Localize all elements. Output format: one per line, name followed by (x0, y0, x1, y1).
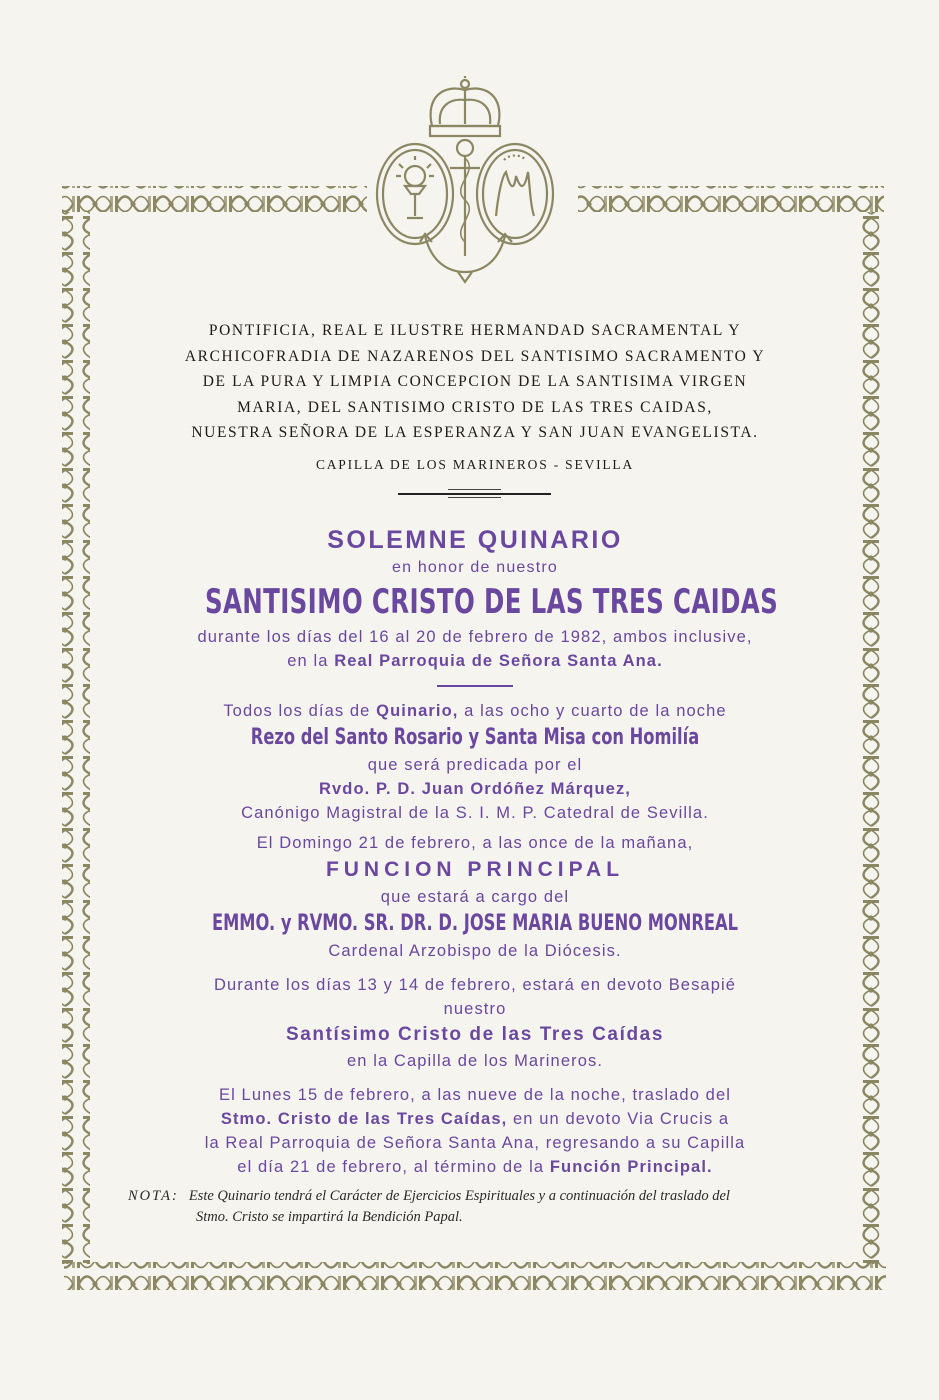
event-title: SOLEMNE QUINARIO (327, 526, 623, 554)
event-place-line (100, 649, 850, 673)
daily-intro-text: Todos los días de (223, 702, 371, 720)
brotherhood-emblem-icon (370, 76, 560, 286)
header-divider-thin (448, 489, 501, 490)
header-divider (398, 493, 551, 495)
traslado-line4-text: el día 21 de febrero, al término de la (237, 1158, 545, 1176)
besapie-place: en la Capilla de los Marineros. (346, 1052, 604, 1070)
daily-intro-bold: Quinario, (376, 702, 459, 720)
preacher-name: Rvdo. P. D. Juan Ordóñez Márquez, (319, 780, 631, 798)
brotherhood-header (110, 318, 840, 477)
traslado-line1: El Lunes 15 de febrero, a las nueve de la noche, traslado del (219, 1086, 731, 1104)
event-place: Real Parroquia de Señora Santa Ana. (334, 652, 663, 670)
traslado-line3: la Real Parroquia de Señora Santa Ana, regresando a su Capilla (204, 1134, 746, 1152)
daily-intro-time: a las ocho y cuarto de la noche (464, 702, 727, 720)
daily-intro (100, 699, 850, 723)
traslado-line4-bold: Función Principal. (549, 1158, 713, 1176)
besapie-line2: nuestro (443, 1000, 507, 1018)
celebrant-role: Cardenal Arzobispo de la Diócesis. (328, 942, 622, 960)
capilla-line: CAPILLA DE LOS MARINEROS - SEVILLA (315, 456, 635, 472)
event-place-prefix: en la (287, 652, 329, 670)
nota-label: NOTA: (128, 1188, 179, 1204)
header-divider-thin (448, 497, 501, 498)
principal-intro: El Domingo 21 de febrero, a las once de la mañana, (256, 834, 694, 852)
header-line: DE LA PURA Y LIMPIA CONCEPCION DE LA SANTISIMA VIRGEN (202, 373, 748, 390)
nota-block (128, 1186, 840, 1228)
principal-title: FUNCION PRINCIPAL (325, 858, 625, 881)
section-divider (437, 685, 513, 687)
rezo-line: Rezo del Santo Rosario y Santa Misa con Homilía (250, 725, 700, 750)
traslado-bold: Stmo. Cristo de las Tres Caídas, (220, 1110, 508, 1128)
nota-line1 (128, 1186, 840, 1207)
event-subtitle: en honor de nuestro (391, 559, 559, 576)
predicada-line: que será predicada por el (367, 756, 583, 774)
invitation-body (100, 523, 850, 1179)
besapie-line1: Durante los días 13 y 14 de febrero, estará en devoto Besapié (213, 976, 737, 994)
nota-text: Este Quinario tendrá el Carácter de Ejercicios Espirituales y a continuación del traslado del (188, 1188, 730, 1204)
event-name: SANTISIMO CRISTO DE LAS TRES CAIDAS (205, 582, 779, 622)
header-line: NUESTRA SEÑORA DE LA ESPERANZA Y SAN JUAN EVANGELISTA. (191, 424, 759, 441)
event-dates: durante los días del 16 al 20 de febrero de 1982, ambos inclusive, (197, 628, 753, 646)
principal-cargo: que estará a cargo del (380, 888, 570, 906)
celebrant-name: EMMO. y RVMO. SR. DR. D. JOSE MARIA BUENO MONREAL (211, 911, 739, 936)
header-line: PONTIFICIA, REAL E ILUSTRE HERMANDAD SACRAMENTAL Y (208, 322, 742, 339)
header-line: MARIA, DEL SANTISIMO CRISTO DE LAS TRES CAIDAS, (237, 398, 713, 416)
preacher-role: Canónigo Magistral de la S. I. M. P. Catedral de Sevilla. (241, 804, 709, 822)
nota-line2: Stmo. Cristo se impartirá la Bendición Papal. (196, 1209, 463, 1225)
besapie-name: Santísimo Cristo de las Tres Caídas (285, 1024, 665, 1045)
header-line: ARCHICOFRADIA DE NAZARENOS DEL SANTISIMO SACRAMENTO Y (184, 347, 766, 365)
traslado-line4 (100, 1155, 850, 1179)
traslado-line2 (100, 1107, 850, 1131)
traslado-rest: en un devoto Via Crucis a (513, 1110, 730, 1128)
